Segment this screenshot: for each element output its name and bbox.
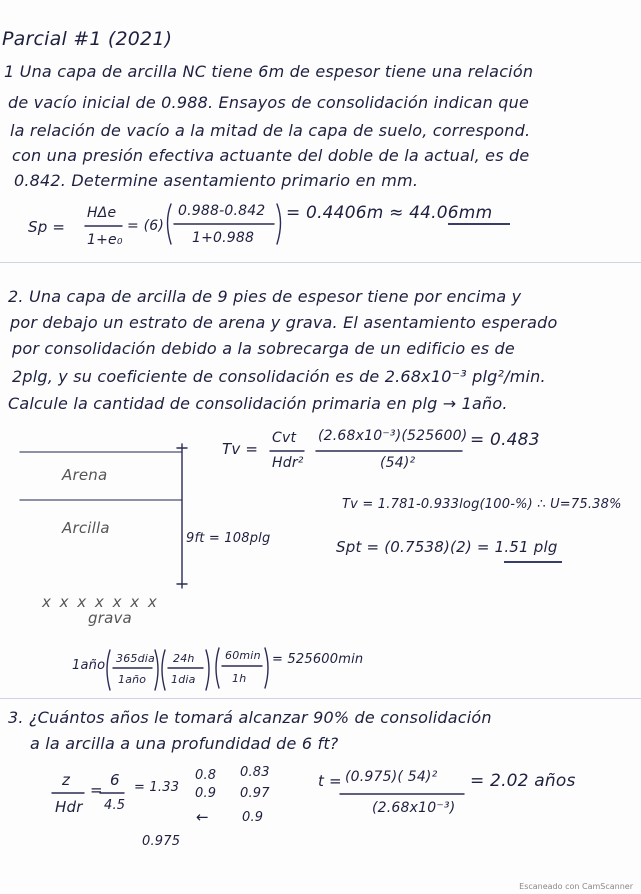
table-mid-left: 0.9 bbox=[195, 786, 217, 801]
tv-denominator: Hdr² bbox=[272, 455, 304, 471]
z-num-value: 6 bbox=[110, 771, 120, 789]
arrow-left-icon: ← bbox=[196, 808, 209, 826]
conv-f3-den: 1h bbox=[232, 672, 247, 685]
t-numerator: (0.975)( 54)² bbox=[345, 769, 438, 785]
paren-right bbox=[277, 204, 281, 244]
tv-result: = 0.483 bbox=[470, 430, 540, 450]
layer-arena-label: Arena bbox=[62, 466, 108, 484]
frac1-denominator: 1+e₀ bbox=[87, 232, 123, 248]
paren-left bbox=[168, 204, 172, 244]
layer-grava-label: grava bbox=[88, 609, 132, 627]
problem1-line-2: de vacío inicial de 0.988. Ensayos de consolidación indican que bbox=[8, 93, 530, 112]
problem1-line-5: 0.842. Determine asentamiento primario en mm. bbox=[14, 171, 419, 190]
problem2-line-5: Calcule la cantidad de consolidación primaria en plg → 1año. bbox=[8, 394, 508, 413]
conv-paren-2r bbox=[206, 650, 209, 690]
spt-result: Spt = (0.7538)(2) = 1.51 plg bbox=[336, 538, 558, 556]
frac1-numerator: HΔe bbox=[87, 205, 117, 221]
problem1-line-3: la relación de vacío a la mitad de la capa de suelo, correspond. bbox=[10, 121, 531, 140]
tv-relation: Tv = 1.781-0.933log(100-%) ∴ U=75.38% bbox=[342, 497, 622, 512]
conv-paren-3l bbox=[216, 648, 219, 688]
tv-frac-denominator: (54)² bbox=[380, 455, 416, 471]
conv-f2-den: 1dia bbox=[171, 673, 196, 686]
table-mid-right: 0.97 bbox=[240, 786, 270, 801]
problem3-line-2: a la arcilla a una profundidad de 6 ft? bbox=[30, 734, 339, 753]
problem3-line-1: 3. ¿Cuántos años le tomará alcanzar 90% de consolidación bbox=[8, 708, 492, 727]
frac2-numerator: 0.988-0.842 bbox=[178, 203, 266, 219]
tv-frac-numerator: (2.68x10⁻³)(525600) bbox=[318, 428, 468, 444]
interp-value: 0.975 bbox=[142, 834, 181, 849]
problem1-line-4: con una presión efectiva actuante del doble de la actual, es de bbox=[12, 146, 530, 165]
problem2-line-3: por consolidación debido a la sobrecarga de un edificio es de bbox=[12, 339, 515, 358]
problem2-line-4: 2plg, y su coeficiente de consolidación es de 2.68x10⁻³ plg²/min. bbox=[12, 367, 546, 386]
t-denominator: (2.68x10⁻³) bbox=[372, 800, 456, 816]
table-top-right: 0.83 bbox=[240, 765, 270, 780]
t-result: = 2.02 años bbox=[470, 771, 576, 791]
conv-f3-num: 60min bbox=[225, 649, 261, 662]
problem2-line-1: 2. Una capa de arcilla de 9 pies de espesor tiene por encima y bbox=[8, 287, 522, 306]
conv-paren-2l bbox=[162, 650, 165, 690]
problem1-line-1: 1 Una capa de arcilla NC tiene 6m de espesor tiene una relación bbox=[4, 62, 534, 81]
conv-result: = 525600min bbox=[272, 652, 364, 667]
frac2-denominator: 1+0.988 bbox=[192, 230, 255, 246]
conv-f2-num: 24h bbox=[173, 652, 195, 665]
conv-prefix: 1año bbox=[72, 658, 106, 673]
z-denominator: Hdr bbox=[55, 798, 83, 816]
z-equals: = bbox=[90, 781, 103, 799]
thickness-label: 9ft = 108plg bbox=[186, 531, 271, 546]
table-top-left: 0.8 bbox=[195, 768, 217, 783]
problem2-line-2: por debajo un estrato de arena y grava. El asentamiento esperado bbox=[10, 313, 558, 332]
grava-marks: x x x x x x x bbox=[42, 593, 159, 611]
z-numerator: z bbox=[62, 771, 71, 789]
layer-arcilla-label: Arcilla bbox=[62, 519, 110, 537]
conv-paren-1r bbox=[155, 650, 158, 690]
tv-numerator: Cvt bbox=[272, 430, 297, 446]
sp-label: Sp = bbox=[28, 218, 66, 236]
eq-mid: = (6) bbox=[127, 218, 165, 234]
tv-label: Tv = bbox=[222, 440, 259, 458]
conv-paren-1l bbox=[107, 650, 110, 690]
z-den-value: 4.5 bbox=[104, 798, 126, 813]
conv-f1-den: 1año bbox=[118, 673, 147, 686]
conv-f1-num: 365dia bbox=[116, 652, 155, 665]
t-label: t = bbox=[318, 772, 342, 790]
z-result: = 1.33 bbox=[134, 780, 180, 795]
conv-paren-3r bbox=[265, 648, 268, 688]
scanner-watermark: Escaneado con CamScanner bbox=[519, 882, 633, 891]
table-bottom: 0.9 bbox=[242, 810, 264, 825]
page-title: Parcial #1 (2021) bbox=[2, 28, 173, 50]
problem1-result: = 0.4406m ≈ 44.06mm bbox=[286, 203, 493, 223]
